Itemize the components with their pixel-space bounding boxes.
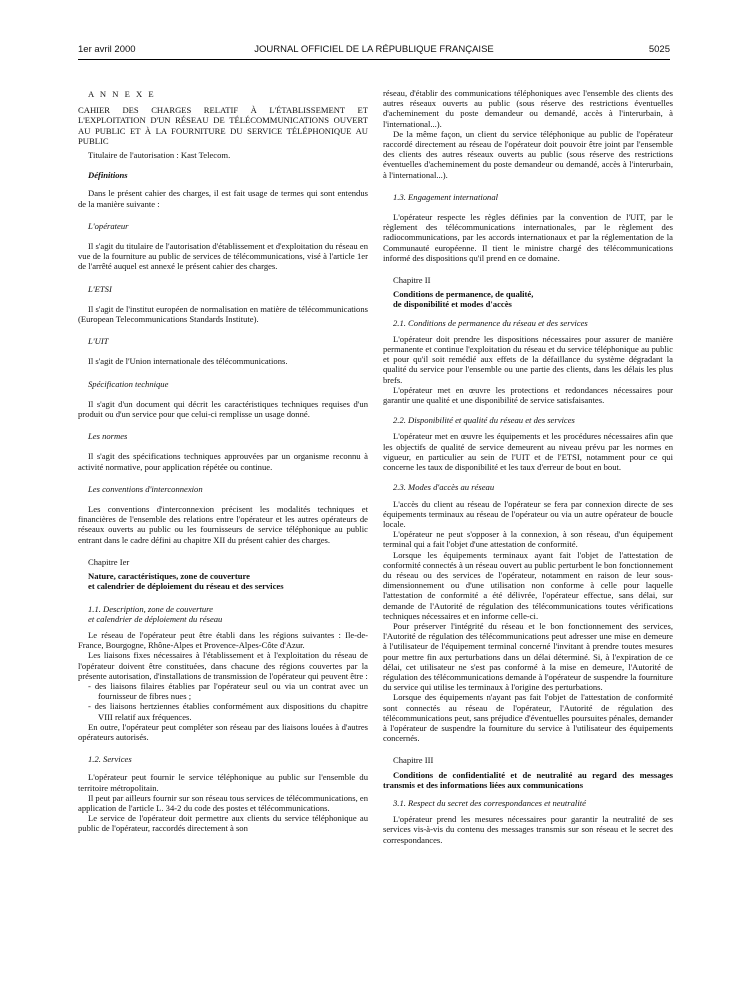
chapter-1-title-line2: et calendrier de déploiement du réseau et des services [88,581,284,592]
section-1-1-heading-line1: 1.1. Description, zone de couverture [88,603,213,614]
section-2-1-para1: L'opérateur doit prendre les dispositions nécessaires pour assurer de manière permanente et continue l'exploitation du réseau et du service téléphonique au public et pour qu'il soit remédié aux effets de la défaillance du système dégradant la qualité du service pour l'ensemble ou une partie des clients, dans les délais les plus brefs. [383,333,673,385]
section-2-3-heading: 2.3. Modes d'accès au réseau [393,482,495,493]
annexe-heading: A N N E X E [88,89,156,99]
chapter-1-title-line1: Nature, caractéristiques, zone de couverture [88,571,250,582]
def-spec-heading: Spécification technique [88,378,169,389]
section-2-1-para2: L'opérateur met en œuvre les protections et redondances nécessaires pour garantir une qualité et une disponibilité de service satisfaisantes. [383,384,673,406]
section-2-3-para1: L'accès du client au réseau de l'opérateur se fera par connexion directe de ses équipements terminaux au réseau de l'opérateur ou via un autre opérateur de boucle locale. [383,498,673,529]
def-etsi-text: Il s'agit de l'institut européen de normalisation en matière de télécommunications (European Telecommunications Standards Institute). [78,303,368,325]
list-item: - des liaisons hertziennes établies conformément aux dispositions du chapitre VIII relatif aux fréquences. [88,701,368,722]
chapter-3-label: Chapitre III [393,755,434,766]
section-1-1-para2: Les liaisons fixes nécessaires à l'établissement et à l'exploitation du réseau de l'opérateur doivent être constituées, dans chacune des régions couvertes par la présente autorisation, d'installations de transmission de l'opérateur qui peuvent être : [78,650,368,681]
section-2-3-para2: L'opérateur ne peut s'opposer à la connexion, à son réseau, d'un équipement terminal qui a fait l'objet d'une attestation de conformité. [383,529,673,550]
page-header [78,44,670,58]
section-2-1-heading: 2.1. Conditions de permanence du réseau et des services [393,317,588,328]
list-item: - des liaisons filaires établies par l'opérateur seul ou via un contrat avec un fournisseur de fibres nues ; [88,680,368,702]
section-2-3-para4: Pour préserver l'intégrité du réseau et le bon fonctionnement des services, l'Autorité de régulation des télécommunications peut adresser une mise en demeure à l'utilisateur de l'équipement terminal concerné l'invitant à prendre toutes mesures pour mettre fin aux perturbations dans un délai déterminé. Si, à l'expiration de ce délai, cet utilisateur ne s'est pas conformé à la mise en demeure, l'Autorité de régulation des télécommunications demande à l'opérateur de suspendre la fourniture du service qui utilise les terminaux à l'origine des perturbations. [383,620,673,693]
def-uit-heading: L'UIT [88,336,109,347]
section-2-2-heading: 2.2. Disponibilité et qualité du réseau et des services [393,415,575,426]
left-column [78,77,368,834]
def-normes-text: Il s'agit des spécifications techniques approuvées par un organisme reconnu à activité normative, pour application répétée ou continue. [78,451,368,472]
chapter-2-title-line2: de disponibilité et modes d'accès [393,299,512,310]
section-1-3-heading: 1.3. Engagement international [393,191,499,202]
document-title: CAHIER DES CHARGES RELATIF À L'ÉTABLISSEMENT ET L'EXPLOITATION D'UN RÉSEAU DE TÉLÉCOMMUNICATIONS OUVERT AU PUBLIC ET À LA FOURNITURE DU SERVICE TÉLÉPHONIQUE AU PUBLIC [78,105,368,146]
section-2-3-para3: Lorsque les équipements terminaux ayant fait l'objet de l'attestation de conformité connectés à un réseau ouvert au public perturbent le bon fonctionnement du réseau ou des services de l'opérateur, notamment en raison de leur sous-dimensionnement ou d'une utilisation non conforme à celle pour laquelle l'attestation de conformité a été délivrée, l'opérateur effectue, sans délai, sur demande de l'Autorité de régulation des télécommunications toutes vérifications techniques nécessaires et en informe celle-ci. [383,549,673,621]
def-etsi-heading: L'ETSI [88,283,112,294]
section-1-1-para1: Le réseau de l'opérateur peut être établi dans les régions suivantes : Ile-de-France, Bourgogne, Rhône-Alpes et Provence-Alpes-Côte d'Azur. [78,629,368,651]
def-conventions-text: Les conventions d'interconnexion précisent les modalités techniques et financières de l'ensemble des relations entre l'opérateur et les autres opérateurs de réseaux ouverts au public ou les fournisseurs de service téléphonique au public entrant dans le cadre défini au chapitre XII du présent cahier des charges. [78,504,368,545]
section-1-3-para: L'opérateur respecte les règles définies par la convention de l'UIT, par le règlement des télécommunications internationales, par le règlement des radiocommunications, par les accords internationaux et par la réglementation de la Communauté européenne. Il tient le ministre chargé des télécommunications informé des dispositions qu'il prend en ce domaine. [383,212,673,263]
section-1-2-para2: Il peut par ailleurs fournir sur son réseau tous services de télécommunications, en application de l'article L. 34-2 du code des postes et télécommunications. [78,792,368,813]
def-spec-text: Il s'agit d'un document qui décrit les caractéristiques techniques requises d'un produit ou d'un service pour que celui-ci remplisse un usage donné. [78,398,368,420]
header-page-number: 5025 [648,44,670,55]
section-1-2-heading: 1.2. Services [88,754,132,765]
header-journal-title: JOURNAL OFFICIEL DE LA RÉPUBLIQUE FRANÇAISE [254,44,494,55]
def-operateur-heading: L'opérateur [88,220,129,231]
def-operateur-text: Il s'agit du titulaire de l'autorisation d'établissement et d'exploitation du réseau en vue de la fourniture au public de services de télécommunications, visé à l'article 1er de l'arrêté auquel est annexé le présent cahier des charges. [78,241,368,272]
section-3-1-para: L'opérateur prend les mesures nécessaires pour garantir la neutralité de ses services vis-à-vis du contenu des messages transmis sur son réseau et le secret des correspondances. [383,814,673,845]
def-normes-heading: Les normes [88,431,128,442]
joint-para: De la même façon, un client du service téléphonique au public de l'opérateur raccordé directement au réseau de l'opérateur doit pouvoir être joint par l'ensemble des clients des autres réseaux ouverts au public (sous réserve des restrictions éventuelles d'acheminement du poste demandeur ou demandé, accès à l'interurbain, à l'international...). [383,128,673,180]
chapter-1-label: Chapitre Ier [88,556,130,567]
section-1-1-list [78,681,368,722]
section-1-2-para1: L'opérateur peut fournir le service téléphonique au public sur l'ensemble du territoire métropolitain. [78,772,368,793]
section-1-1-heading-line2: et calendrier de déploiement du réseau [88,613,223,624]
section-2-3-para5: Lorsque des équipements n'ayant pas fait l'objet de l'attestation de conformité sont connectés au réseau de l'opérateur, l'Autorité de régulation des télécommunications peut, sans préjudice d'éventuelles poursuites pénales, demander à l'opérateur de suspendre la fourniture du service à l'utilisateur des équipements concernés. [383,692,673,744]
section-1-2-para3: Le service de l'opérateur doit permettre aux clients du service téléphonique au public de l'opérateur, raccordés directement à son [78,813,368,834]
def-conventions-heading: Les conventions d'interconnexion [88,483,203,494]
chapter-2-title-line1: Conditions de permanence, de qualité, [393,289,534,300]
header-rule [78,59,670,60]
right-column [383,88,673,845]
header-date: 1er avril 2000 [78,44,136,55]
section-3-1-heading: 3.1. Respect du secret des correspondances et neutralité [393,797,586,808]
section-2-2-para: L'opérateur met en œuvre les équipements et les procédures nécessaires afin que les objectifs de qualité de service demeurent au niveau prévu par les normes en vigueur, en particulier au sein de l'UIT et de l'ETSI, notamment pour ce qui concerne les taux de disponibilité et les taux d'erreur de bout en bout. [383,431,673,473]
chapter-2-label: Chapitre II [393,275,431,286]
definitions-intro: Dans le présent cahier des charges, il est fait usage de termes qui sont entendus de la manière suivante : [78,188,368,209]
def-uit-text: Il s'agit de l'Union internationale des télécommunications. [88,356,288,367]
section-1-1-para3: En outre, l'opérateur peut compléter son réseau par des liaisons louées à d'autres opérateurs autorisés. [78,721,368,742]
definitions-heading: Définitions [88,170,128,181]
chapter-3-title: Conditions de confidentialité et de neutralité au regard des messages transmis et des informations liées aux communications [383,769,673,790]
continuation-para: réseau, d'établir des communications téléphoniques avec l'ensemble des clients des autres réseaux ouverts au public (sous réserve des restrictions éventuelles d'acheminement du poste demandeur ou demandé, accès à l'interurbain, à l'international...). [383,88,673,129]
titulaire-line: Titulaire de l'autorisation : Kast Telecom. [88,150,231,161]
